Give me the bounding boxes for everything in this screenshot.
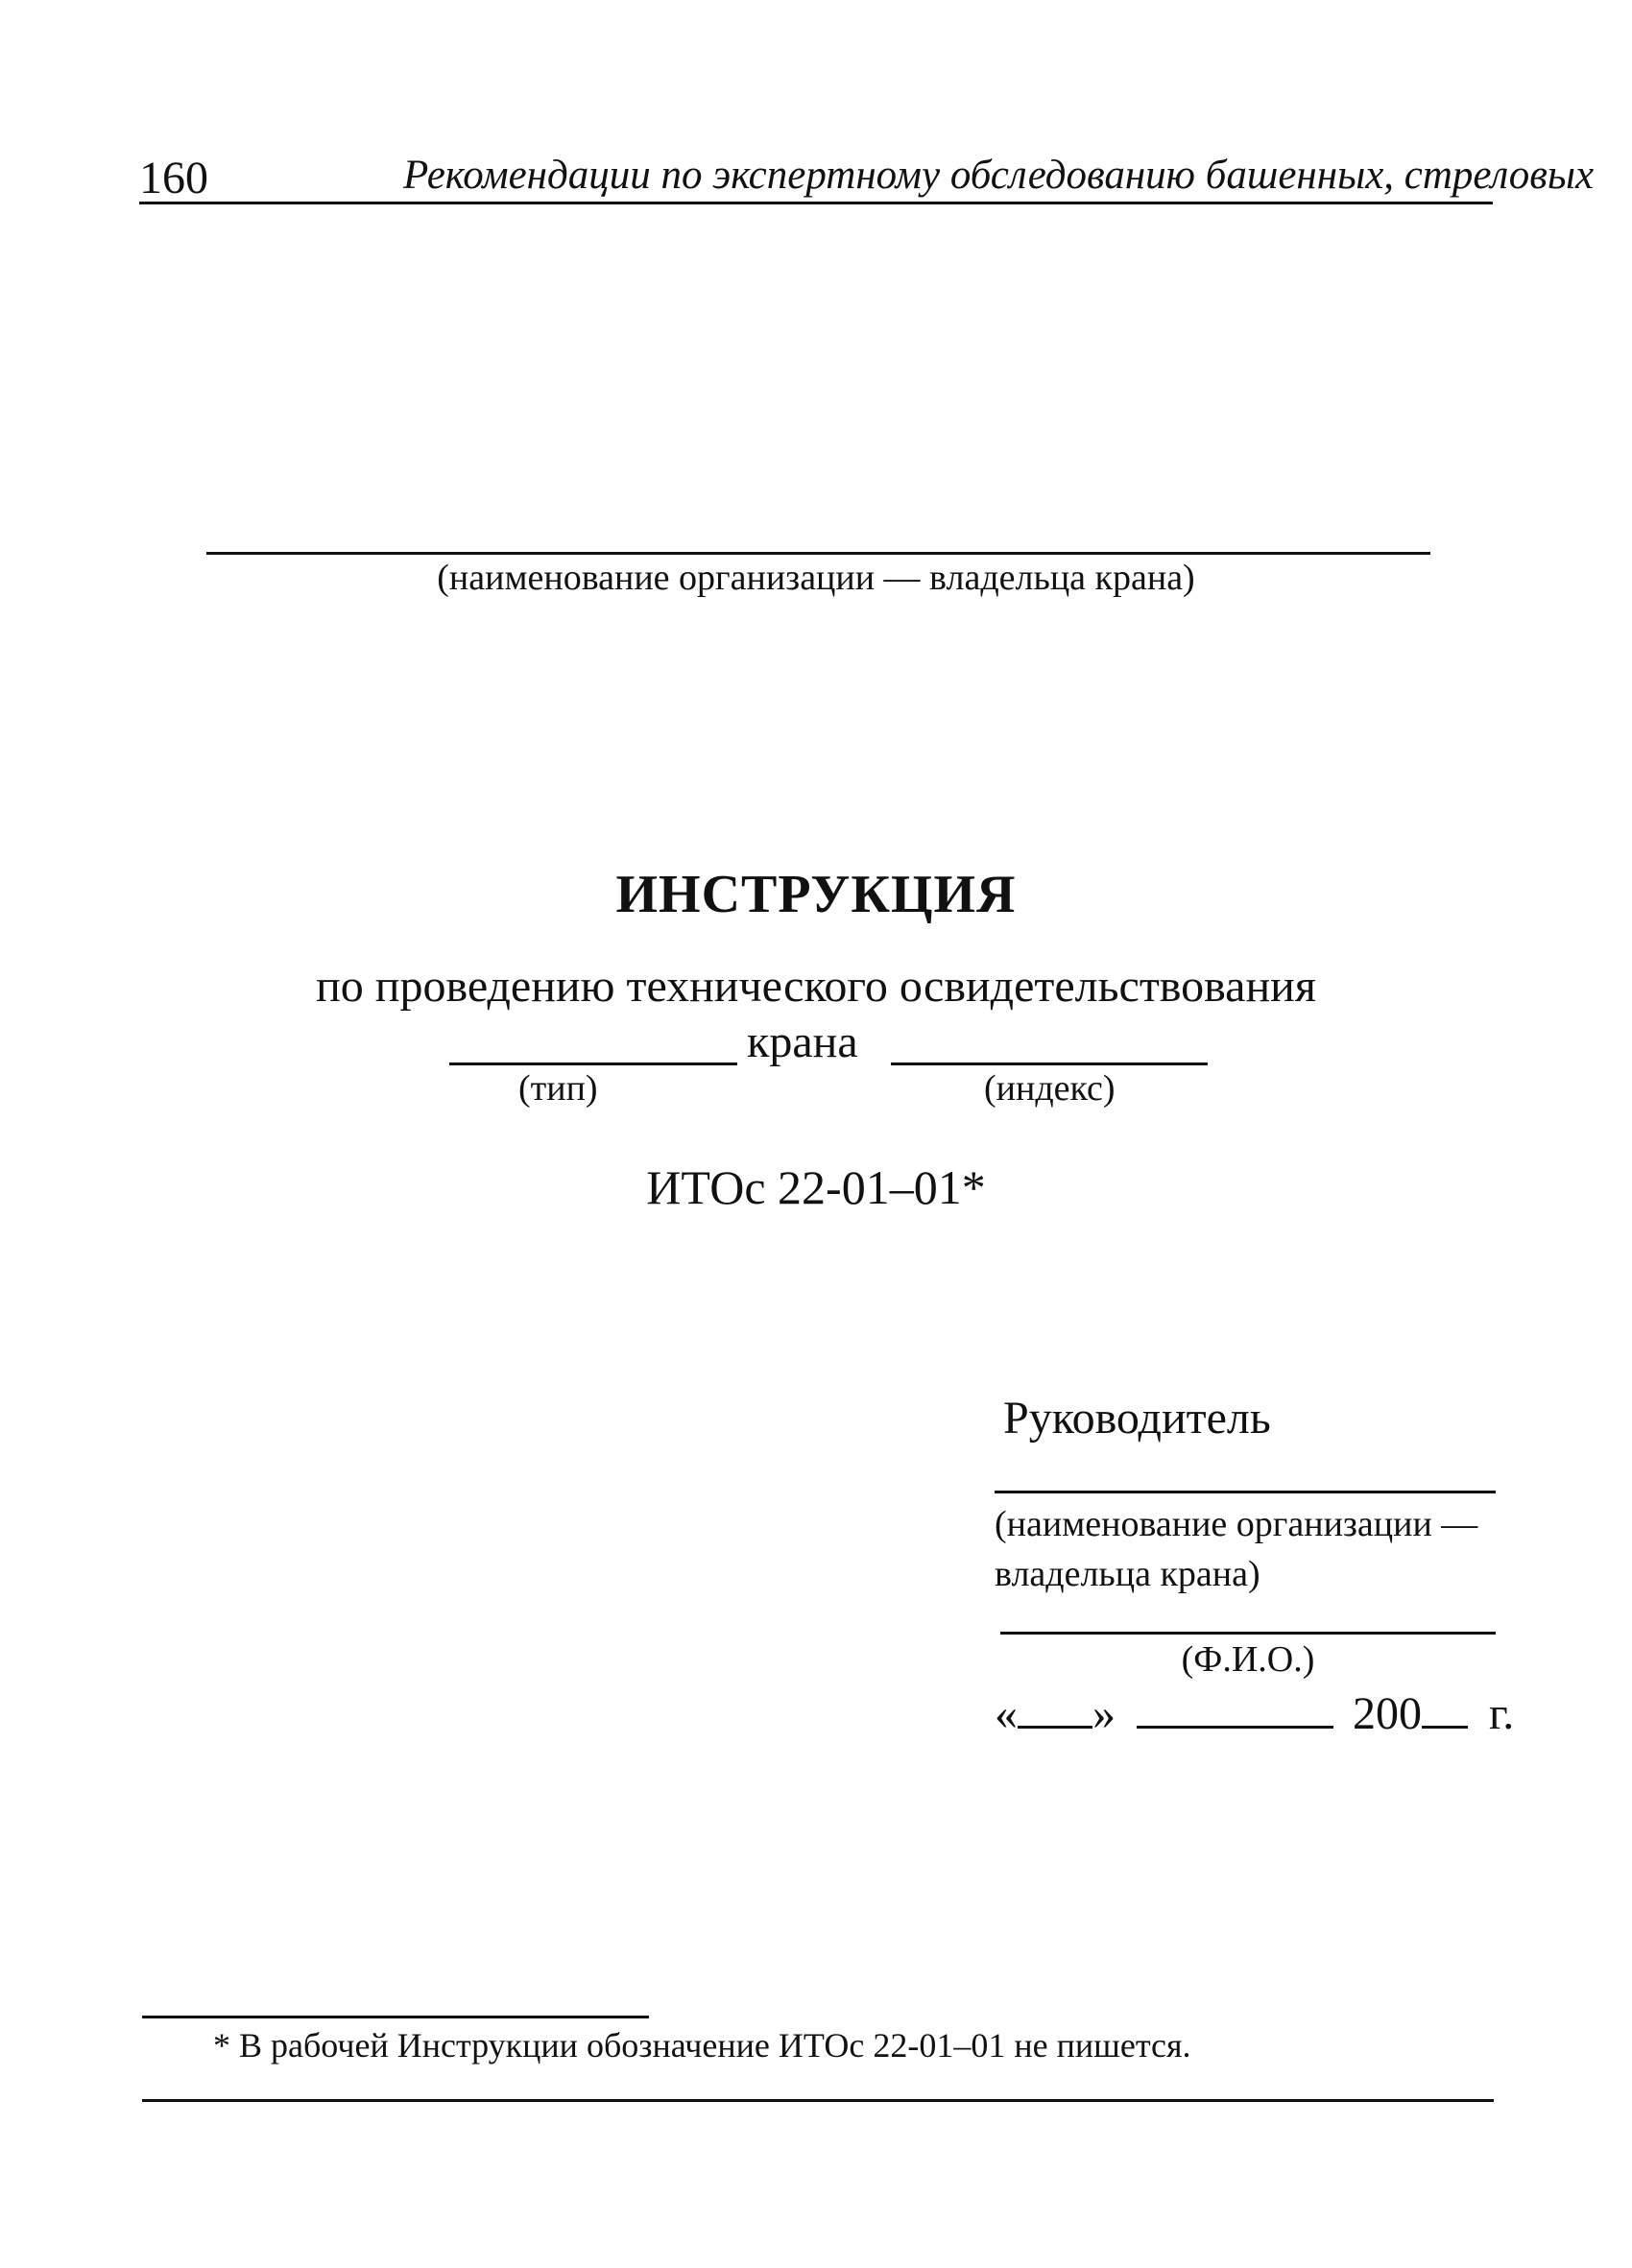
crane-type-blank: [449, 1062, 737, 1065]
fio-blank: [1000, 1632, 1496, 1635]
year-blank: [1422, 1689, 1468, 1729]
open-quote: «: [995, 1688, 1018, 1739]
approver-org-caption-line2: владельца крана): [995, 1554, 1260, 1594]
page-number: 160: [139, 153, 208, 203]
approver-org-caption-line1: (наименование организации —: [995, 1504, 1478, 1544]
header-rule: [139, 202, 1493, 204]
crane-index-blank: [891, 1062, 1208, 1065]
index-caption: (индекс): [984, 1068, 1116, 1109]
footnote-rule: [142, 2016, 649, 2018]
close-quote: »: [1092, 1688, 1116, 1739]
fio-caption: (Ф.И.О.): [1181, 1639, 1315, 1680]
crane-word: крана: [747, 1016, 858, 1067]
running-title: Рекомендации по экспертному обследованию башенных, стреловых: [403, 153, 1595, 198]
year-suffix: г.: [1489, 1688, 1515, 1739]
approver-title: Руководитель: [1003, 1393, 1271, 1444]
day-blank: [1018, 1689, 1092, 1729]
organization-caption: (наименование организации — владельца крана): [437, 558, 1195, 598]
date-row: [995, 1687, 1514, 1740]
organization-blank-line: [206, 552, 1430, 555]
footnote-text: * В рабочей Инструкции обозначение ИТОс 22-01–01 не пишется.: [213, 2026, 1191, 2065]
type-caption: (тип): [518, 1068, 598, 1109]
approver-org-caption: [995, 1499, 1477, 1599]
document-title: ИНСТРУКЦИЯ: [615, 865, 1017, 924]
document-subtitle: по проведению технического освидетельствования: [316, 961, 1316, 1012]
document-code: ИТОс 22-01–01*: [646, 1160, 986, 1214]
month-blank: [1137, 1689, 1333, 1729]
footer-rule: [142, 2099, 1494, 2102]
year-prefix: 200: [1353, 1688, 1422, 1739]
approver-org-blank: [995, 1491, 1496, 1493]
